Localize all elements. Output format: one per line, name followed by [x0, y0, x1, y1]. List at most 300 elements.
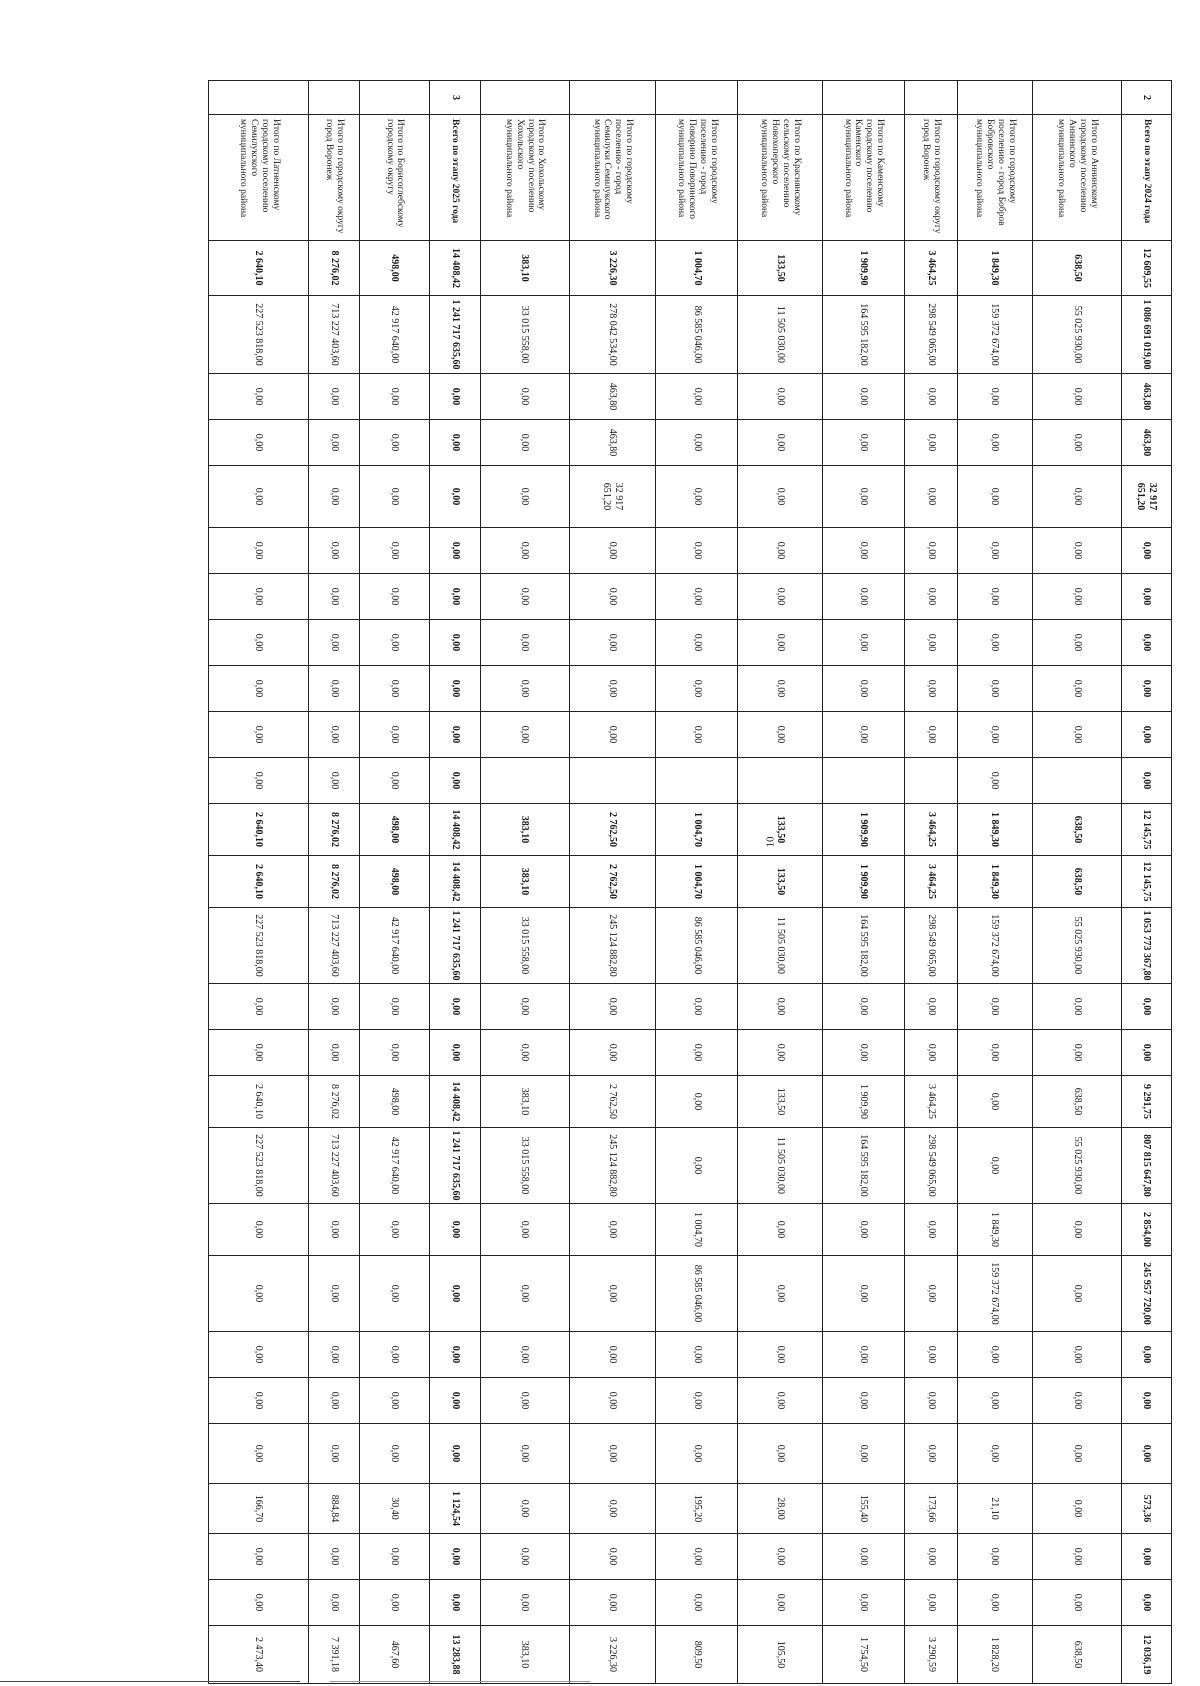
row-index-cell: [480, 81, 569, 115]
value-cell: 0,00: [569, 1580, 656, 1626]
value-cell: 1 849,30: [957, 1204, 1032, 1256]
value-cell: 164 595 182,00: [822, 908, 904, 984]
value-cell: 32 917 651,20: [569, 466, 656, 528]
value-cell: 0,00: [1032, 1030, 1121, 1076]
value-cell: 14 408,42: [430, 804, 480, 856]
value-cell: 0,00: [822, 420, 904, 466]
value-cell: 0,00: [309, 758, 359, 804]
value-cell: 0,00: [359, 374, 430, 420]
row-label-cell: Итого по Латненскому городскому поселению Семилукского муниципального района: [209, 115, 310, 241]
value-cell: 0,00: [359, 1378, 430, 1424]
value-cell: 0,00: [905, 1424, 957, 1484]
value-cell: 1 086 691 019,00: [1121, 296, 1171, 374]
value-cell: 227 523 818,00: [209, 1128, 310, 1204]
value-cell: 133,50: [738, 241, 822, 296]
value-cell: 0,00: [905, 1580, 957, 1626]
value-cell: 0,00: [309, 1030, 359, 1076]
value-cell: 0,00: [309, 1378, 359, 1424]
bottom-divider-faint: [330, 1681, 590, 1682]
value-cell: 298 549 065,00: [905, 1128, 957, 1204]
value-cell: 42 917 640,00: [359, 296, 430, 374]
row-index-cell: [905, 81, 957, 115]
value-cell: 1 909,90: [822, 1076, 904, 1128]
value-cell: 33 015 558,00: [480, 908, 569, 984]
value-cell: 0,00: [656, 1030, 738, 1076]
value-cell: 0,00: [480, 1580, 569, 1626]
table-row: [656, 81, 738, 1684]
value-cell: 0,00: [1032, 1424, 1121, 1484]
value-cell: 0,00: [905, 1378, 957, 1424]
table-row: [957, 81, 1032, 1684]
value-cell: 0,00: [822, 1378, 904, 1424]
value-cell: 1 828,20: [957, 1626, 1032, 1684]
value-cell: 1 754,50: [822, 1626, 904, 1684]
value-cell: 0,00: [309, 420, 359, 466]
value-cell: 0,00: [1121, 1332, 1171, 1378]
value-cell: 0,00: [957, 420, 1032, 466]
value-cell: 0,00: [569, 1332, 656, 1378]
value-cell: 0,00: [309, 1534, 359, 1580]
value-cell: 1 124,54: [430, 1484, 480, 1534]
value-cell: 13 283,88: [430, 1626, 480, 1684]
value-cell: 0,00: [209, 528, 310, 574]
value-cell: 0,00: [957, 1076, 1032, 1128]
value-cell: 0,00: [738, 466, 822, 528]
value-cell: 0,00: [480, 712, 569, 758]
value-cell: 0,00: [209, 620, 310, 666]
value-cell: 133,50: [738, 1076, 822, 1128]
value-cell: 0,00: [957, 1378, 1032, 1424]
table-row: [822, 81, 904, 1684]
value-cell: [656, 758, 738, 804]
value-cell: 0,00: [1121, 984, 1171, 1030]
value-cell: 0,00: [480, 1332, 569, 1378]
value-cell: [905, 758, 957, 804]
value-cell: 0,00: [1032, 712, 1121, 758]
value-cell: 8 276,02: [309, 1076, 359, 1128]
value-cell: 0,00: [738, 1534, 822, 1580]
value-cell: 0,00: [480, 666, 569, 712]
value-cell: 159 372 674,00: [957, 1256, 1032, 1332]
value-cell: 0,00: [656, 1378, 738, 1424]
value-cell: 1 909,90: [822, 241, 904, 296]
value-cell: 0,00: [309, 1424, 359, 1484]
value-cell: 498,00: [359, 241, 430, 296]
value-cell: 0,00: [905, 984, 957, 1030]
value-cell: 0,00: [480, 1256, 569, 1332]
value-cell: 0,00: [430, 1424, 480, 1484]
value-cell: 1 849,30: [957, 856, 1032, 908]
value-cell: 0,00: [359, 1256, 430, 1332]
row-index-cell: [209, 81, 310, 115]
value-cell: 2 640,10: [209, 241, 310, 296]
value-cell: 0,00: [656, 1128, 738, 1204]
value-cell: 573,36: [1121, 1484, 1171, 1534]
value-cell: 0,00: [822, 466, 904, 528]
value-cell: 0,00: [1121, 574, 1171, 620]
value-cell: 0,00: [309, 984, 359, 1030]
value-cell: 0,00: [1121, 758, 1171, 804]
table-row: [569, 81, 656, 1684]
value-cell: 0,00: [738, 420, 822, 466]
row-index-cell: [822, 81, 904, 115]
value-cell: 0,00: [905, 1534, 957, 1580]
value-cell: 0,00: [209, 712, 310, 758]
value-cell: 173,66: [905, 1484, 957, 1534]
value-cell: 0,00: [1121, 1534, 1171, 1580]
value-cell: 638,50: [1032, 1076, 1121, 1128]
value-cell: 21,10: [957, 1484, 1032, 1534]
value-cell: 8 276,02: [309, 856, 359, 908]
value-cell: 164 595 182,00: [822, 296, 904, 374]
value-cell: 3 226,30: [569, 1626, 656, 1684]
value-cell: 0,00: [656, 1076, 738, 1128]
value-cell: 0,00: [209, 1256, 310, 1332]
value-cell: 0,00: [569, 666, 656, 712]
value-cell: 0,00: [1032, 528, 1121, 574]
value-cell: 227 523 818,00: [209, 296, 310, 374]
resettlement-summary-table: [208, 80, 1172, 1684]
value-cell: 0,00: [1121, 1030, 1171, 1076]
value-cell: 227 523 818,00: [209, 908, 310, 984]
value-cell: 2 640,10: [209, 804, 310, 856]
value-cell: 1 004,70: [656, 804, 738, 856]
value-cell: 0,00: [957, 620, 1032, 666]
value-cell: 0,00: [430, 1580, 480, 1626]
value-cell: 0,00: [309, 466, 359, 528]
value-cell: 0,00: [1121, 528, 1171, 574]
value-cell: 0,00: [822, 666, 904, 712]
value-cell: 0,00: [480, 466, 569, 528]
value-cell: 0,00: [1121, 712, 1171, 758]
value-cell: 0,00: [359, 1204, 430, 1256]
value-cell: 0,00: [569, 1378, 656, 1424]
table-row: [359, 81, 430, 1684]
value-cell: 0,00: [905, 620, 957, 666]
row-index-cell: [359, 81, 430, 115]
value-cell: 0,00: [430, 1030, 480, 1076]
value-cell: 55 025 930,00: [1032, 296, 1121, 374]
value-cell: 0,00: [1032, 620, 1121, 666]
value-cell: 0,00: [957, 1534, 1032, 1580]
value-cell: 0,00: [359, 758, 430, 804]
value-cell: 7 391,18: [309, 1626, 359, 1684]
value-cell: 638,50: [1032, 1626, 1121, 1684]
value-cell: 12 145,75: [1121, 804, 1171, 856]
value-cell: 0,00: [430, 758, 480, 804]
value-cell: 245 124 882,80: [569, 1128, 656, 1204]
value-cell: 0,00: [1032, 984, 1121, 1030]
row-index-cell: 3: [430, 81, 480, 115]
value-cell: 0,00: [209, 574, 310, 620]
value-cell: 713 227 403,60: [309, 908, 359, 984]
value-cell: 0,00: [738, 620, 822, 666]
row-index-cell: [1032, 81, 1121, 115]
value-cell: 0,00: [430, 420, 480, 466]
value-cell: 0,00: [822, 1534, 904, 1580]
table-row: [1032, 81, 1121, 1684]
row-label-cell: Итого по Аннинскому городскому поселению Аннинского муниципального района: [1032, 115, 1121, 241]
value-cell: 383,10: [480, 804, 569, 856]
value-cell: 2 473,40: [209, 1626, 310, 1684]
value-cell: 0,00: [430, 528, 480, 574]
value-cell: 12 036,19: [1121, 1626, 1171, 1684]
value-cell: 105,50: [738, 1626, 822, 1684]
value-cell: 638,50: [1032, 241, 1121, 296]
value-cell: 2 762,50: [569, 804, 656, 856]
value-cell: 0,00: [1032, 1580, 1121, 1626]
value-cell: 3 464,25: [905, 1076, 957, 1128]
value-cell: 0,00: [957, 1580, 1032, 1626]
value-cell: 2 762,50: [569, 1076, 656, 1128]
value-cell: 0,00: [569, 1204, 656, 1256]
value-cell: 0,00: [822, 1580, 904, 1626]
value-cell: 0,00: [905, 574, 957, 620]
value-cell: 0,00: [656, 420, 738, 466]
value-cell: 245 124 882,80: [569, 908, 656, 984]
value-cell: 0,00: [209, 1580, 310, 1626]
value-cell: 0,00: [957, 1128, 1032, 1204]
value-cell: 245 957 720,00: [1121, 1256, 1171, 1332]
value-cell: 0,00: [480, 1378, 569, 1424]
value-cell: 0,00: [1032, 1484, 1121, 1534]
value-cell: 0,00: [359, 984, 430, 1030]
row-label-cell: Всего по этапу 2024 года: [1121, 115, 1171, 241]
value-cell: 0,00: [905, 374, 957, 420]
value-cell: 498,00: [359, 804, 430, 856]
value-cell: 11 505 030,00: [738, 908, 822, 984]
value-cell: 383,10: [480, 241, 569, 296]
value-cell: 3 226,30: [569, 241, 656, 296]
value-cell: 0,00: [430, 712, 480, 758]
value-cell: 11 505 030,00: [738, 296, 822, 374]
value-cell: 0,00: [957, 1332, 1032, 1378]
value-cell: 0,00: [822, 1332, 904, 1378]
value-cell: 0,00: [359, 420, 430, 466]
value-cell: 14 408,42: [430, 856, 480, 908]
value-cell: 0,00: [209, 1424, 310, 1484]
row-index-cell: [569, 81, 656, 115]
value-cell: 0,00: [905, 420, 957, 466]
value-cell: 3 464,25: [905, 241, 957, 296]
value-cell: 0,00: [359, 466, 430, 528]
value-cell: 0,00: [656, 1580, 738, 1626]
value-cell: 498,00: [359, 1076, 430, 1128]
value-cell: 807 815 647,80: [1121, 1128, 1171, 1204]
value-cell: 0,00: [957, 574, 1032, 620]
value-cell: 0,00: [1121, 1378, 1171, 1424]
value-cell: 0,00: [1032, 1332, 1121, 1378]
value-cell: 0,00: [738, 528, 822, 574]
value-cell: 0,00: [480, 1030, 569, 1076]
value-cell: 463,80: [1121, 374, 1171, 420]
value-cell: 86 585 046,00: [656, 296, 738, 374]
value-cell: 0,00: [430, 374, 480, 420]
value-cell: 0,00: [209, 1332, 310, 1378]
value-cell: 0,00: [957, 712, 1032, 758]
value-cell: 0,00: [359, 528, 430, 574]
value-cell: 0,00: [430, 984, 480, 1030]
row-label-cell: Итого по Борисоглебскому городскому округу: [359, 115, 430, 241]
value-cell: 0,00: [656, 712, 738, 758]
row-index-cell: [738, 81, 822, 115]
value-cell: 298 549 065,00: [905, 908, 957, 984]
value-cell: 638,50: [1032, 856, 1121, 908]
value-cell: 0,00: [359, 1424, 430, 1484]
value-cell: 0,00: [1121, 666, 1171, 712]
value-cell: 0,00: [430, 1534, 480, 1580]
value-cell: 0,00: [430, 666, 480, 712]
row-label-cell: Итого по Хохольскому городскому поселению Хохольского муниципального района: [480, 115, 569, 241]
value-cell: 3 464,25: [905, 804, 957, 856]
value-cell: 0,00: [1032, 1534, 1121, 1580]
value-cell: 0,00: [957, 528, 1032, 574]
value-cell: 0,00: [480, 528, 569, 574]
value-cell: 0,00: [309, 528, 359, 574]
value-cell: 0,00: [822, 374, 904, 420]
row-label-cell: Итого по Краснянскому сельскому поселению Новохоперского муниципального района: [738, 115, 822, 241]
value-cell: 0,00: [905, 666, 957, 712]
value-cell: 0,00: [480, 1424, 569, 1484]
value-cell: 2 854,00: [1121, 1204, 1171, 1256]
rotated-table-container: [208, 80, 1172, 1675]
value-cell: 166,70: [209, 1484, 310, 1534]
value-cell: 0,00: [738, 574, 822, 620]
value-cell: 1 241 717 635,60: [430, 1128, 480, 1204]
value-cell: 0,00: [957, 984, 1032, 1030]
value-cell: 9 291,75: [1121, 1076, 1171, 1128]
row-index-cell: 2: [1121, 81, 1171, 115]
value-cell: 0,00: [359, 1580, 430, 1626]
value-cell: 2 640,10: [209, 1076, 310, 1128]
value-cell: 0,00: [738, 1332, 822, 1378]
value-cell: 0,00: [430, 1256, 480, 1332]
value-cell: 383,10: [480, 856, 569, 908]
value-cell: 33 015 558,00: [480, 296, 569, 374]
value-cell: 0,00: [209, 758, 310, 804]
value-cell: 159 372 674,00: [957, 908, 1032, 984]
value-cell: 0,00: [569, 1484, 656, 1534]
value-cell: 0,00: [309, 712, 359, 758]
value-cell: 1 849,30: [957, 804, 1032, 856]
value-cell: 0,00: [656, 574, 738, 620]
value-cell: 0,00: [209, 1534, 310, 1580]
value-cell: 2 640,10: [209, 856, 310, 908]
value-cell: 0,00: [1121, 1580, 1171, 1626]
value-cell: 0,00: [822, 528, 904, 574]
value-cell: [738, 758, 822, 804]
value-cell: 0,00: [905, 528, 957, 574]
value-cell: 0,00: [656, 1534, 738, 1580]
row-label-cell: Итого по городскому поселению - город Семилуки Семилукского муниципального района: [569, 115, 656, 241]
value-cell: 0,00: [957, 666, 1032, 712]
value-cell: 0,00: [569, 1424, 656, 1484]
value-cell: 0,00: [359, 666, 430, 712]
value-cell: 0,00: [309, 574, 359, 620]
value-cell: 1 909,90: [822, 856, 904, 908]
value-cell: 0,00: [822, 712, 904, 758]
value-cell: 86 585 046,00: [656, 1256, 738, 1332]
row-index-cell: [656, 81, 738, 115]
value-cell: 0,00: [359, 1332, 430, 1378]
value-cell: 0,00: [905, 1332, 957, 1378]
value-cell: 0,00: [359, 1030, 430, 1076]
value-cell: 0,00: [822, 1256, 904, 1332]
value-cell: 498,00: [359, 856, 430, 908]
row-label-cell: Всего по этапу 2025 года: [430, 115, 480, 241]
table-row: [738, 81, 822, 1684]
value-cell: 1 241 717 635,60: [430, 908, 480, 984]
value-cell: 1 849,30: [957, 241, 1032, 296]
value-cell: 0,00: [656, 1332, 738, 1378]
value-cell: 0,00: [569, 528, 656, 574]
value-cell: 0,00: [957, 1424, 1032, 1484]
value-cell: 33 015 558,00: [480, 1128, 569, 1204]
value-cell: 0,00: [1032, 420, 1121, 466]
value-cell: 0,00: [569, 1256, 656, 1332]
value-cell: 0,00: [957, 374, 1032, 420]
value-cell: 0,00: [430, 1204, 480, 1256]
value-cell: 0,00: [480, 984, 569, 1030]
value-cell: 0,00: [309, 1204, 359, 1256]
value-cell: 0,00: [569, 984, 656, 1030]
value-cell: 463,80: [569, 420, 656, 466]
value-cell: 0,00: [822, 574, 904, 620]
value-cell: 14 408,42: [430, 241, 480, 296]
value-cell: 0,00: [738, 1378, 822, 1424]
value-cell: 0,00: [905, 712, 957, 758]
value-cell: 713 227 403,60: [309, 1128, 359, 1204]
value-cell: 0,00: [430, 466, 480, 528]
value-cell: 467,60: [359, 1626, 430, 1684]
table-row: [905, 81, 957, 1684]
value-cell: 0,00: [1032, 1204, 1121, 1256]
value-cell: 42 917 640,00: [359, 1128, 430, 1204]
value-cell: 884,84: [309, 1484, 359, 1534]
value-cell: 0,00: [1032, 466, 1121, 528]
value-cell: 809,50: [656, 1626, 738, 1684]
table-row: [209, 81, 310, 1684]
value-cell: 0,00: [309, 1332, 359, 1378]
value-cell: 383,10: [480, 1076, 569, 1128]
value-cell: 30,40: [359, 1484, 430, 1534]
value-cell: 0,00: [480, 1484, 569, 1534]
table-row: [309, 81, 359, 1684]
value-cell: [569, 758, 656, 804]
value-cell: 3 290,59: [905, 1626, 957, 1684]
table-row: [1121, 81, 1171, 1684]
value-cell: 1 053 773 367,80: [1121, 908, 1171, 984]
value-cell: 0,00: [430, 620, 480, 666]
value-cell: 12 145,75: [1121, 856, 1171, 908]
value-cell: 0,00: [569, 1534, 656, 1580]
value-cell: 0,00: [738, 374, 822, 420]
value-cell: 0,00: [480, 1534, 569, 1580]
value-cell: 32 917 651,20: [1121, 466, 1171, 528]
value-cell: 0,00: [480, 420, 569, 466]
value-cell: 55 025 930,00: [1032, 908, 1121, 984]
value-cell: 0,00: [1032, 1378, 1121, 1424]
value-cell: 164 595 182,00: [822, 1128, 904, 1204]
value-cell: 0,00: [738, 1256, 822, 1332]
value-cell: 0,00: [430, 1378, 480, 1424]
value-cell: 28,00: [738, 1484, 822, 1534]
value-cell: 0,00: [209, 984, 310, 1030]
bottom-divider: [0, 1681, 300, 1682]
value-cell: 0,00: [1032, 574, 1121, 620]
value-cell: 0,00: [656, 666, 738, 712]
value-cell: 0,00: [309, 1256, 359, 1332]
